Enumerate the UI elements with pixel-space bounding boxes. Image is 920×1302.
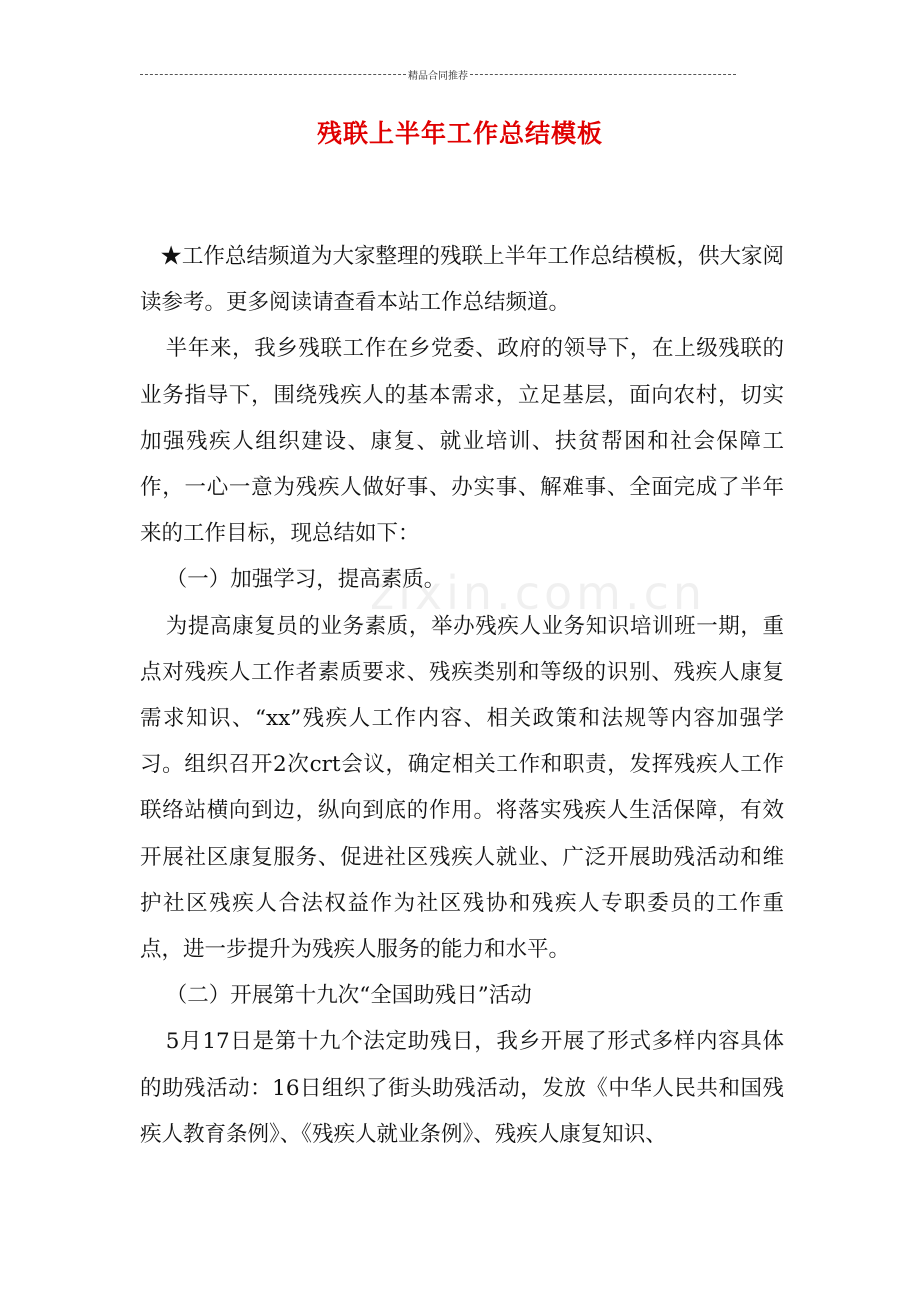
- watermark: zixin.com.cn: [370, 566, 707, 620]
- header-label: 精品合同推荐: [408, 70, 468, 82]
- paragraph-summary: 半年来，我乡残联工作在乡党委、政府的领导下，在上级残联的业务指导下，围绕残疾人的基本需求，立足基层，面向农村，切实加强残疾人组织建设、康复、就业培训、扶贫帮困和社会保障工作，一心一意为残疾人做好事、办实事、解难事、全面完成了半年来的工作目标，现总结如下：: [140, 336, 784, 547]
- paragraph-section-2: 5月17日是第十九个法定助残日，我乡开展了形式多样内容具体的助残活动：16日组织了街头助残活动，发放《中华人民共和国残疾人教育条例》、《残疾人就业条例》、残疾人康复知识、: [140, 1029, 784, 1147]
- document-body: [140, 234, 784, 1158]
- header-dash-left: [140, 74, 406, 75]
- document-title: 残联上半年工作总结模板: [316, 119, 603, 148]
- header-dash-right: [470, 74, 736, 75]
- section-heading-2: （二）开展第十九次“全国助残日”活动: [165, 983, 532, 1009]
- section-heading-1: （一）加强学习，提高素质。: [165, 567, 446, 593]
- paragraph-section-1: 为提高康复员的业务素质，举办残疾人业务知识培训班一期，重点对残疾人工作者素质要求、残疾类别和等级的识别、残疾人康复需求知识、“xx”残疾人工作内容、相关政策和法规等内容加强学习。组织召开2次crt会议，确定相关工作和职责，发挥残疾人工作联络站横向到边，纵向到底的作用。将落实残疾人生活保障，有效开展社区康复服务、促进社区残疾人就业、广泛开展助残活动和维护社区残疾人合法权益作为社区残协和残疾人专职委员的工作重点，进一步提升为残疾人服务的能力和水平。: [140, 613, 784, 963]
- paragraph-intro: ★工作总结频道为大家整理的残联上半年工作总结模板，供大家阅读参考。更多阅读请查看本站工作总结频道。: [140, 244, 784, 316]
- page-header: [140, 66, 736, 82]
